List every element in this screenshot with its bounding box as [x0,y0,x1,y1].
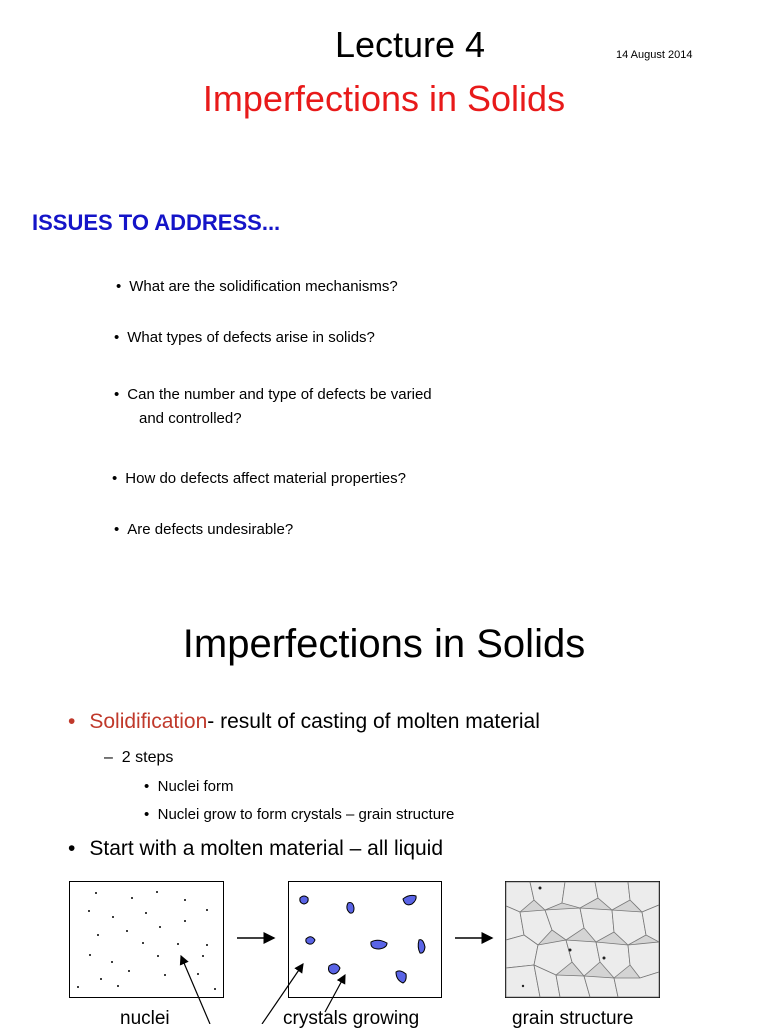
issue-text: Are defects undesirable? [127,521,294,538]
bullet: • [68,710,76,733]
sub-text: 2 steps [121,749,174,766]
pointer-arrow [181,956,210,1024]
crystal-blobs [300,895,425,983]
bullet: • [114,386,120,403]
lecture-date: 14 August 2014 [616,49,693,61]
bullet: • [116,278,122,295]
caption-nuclei: nuclei [120,1008,170,1029]
dash: – [104,749,113,766]
lecture-subtitle: Imperfections in Solids [202,78,566,119]
nuclei-dots [77,891,216,990]
issue-text: How do defects affect material properties? [125,470,406,487]
bullet: • [112,470,118,487]
lecture-title: Lecture 4 [334,24,486,65]
issue-text: What types of defects arise in solids? [127,329,375,346]
grain-network [506,882,659,997]
issue-text-continued: and controlled? [139,410,242,427]
bullet: • [114,521,120,538]
issue-text: What are the solidification mechanisms? [129,278,398,295]
term-solidification: Solidification [89,710,208,733]
bullet: • [144,778,150,795]
issue-text: Can the number and type of defects be varied [127,386,432,403]
bullet: • [68,837,76,860]
point-text: Start with a molten material – all liquid [89,837,444,860]
term-definition: - result of casting of molten material [207,710,540,733]
slide2-title: Imperfections in Solids [182,622,586,666]
pointer-arrow [325,975,345,1012]
caption-crystals-growing: crystals growing [283,1008,420,1029]
step-text: Nuclei grow to form crystals – grain structure [157,806,455,823]
issues-heading: ISSUES TO ADDRESS... [32,210,281,235]
bullet: • [114,329,120,346]
step-text: Nuclei form [157,778,234,795]
caption-grain-structure: grain structure [512,1008,634,1029]
bullet: • [144,806,150,823]
